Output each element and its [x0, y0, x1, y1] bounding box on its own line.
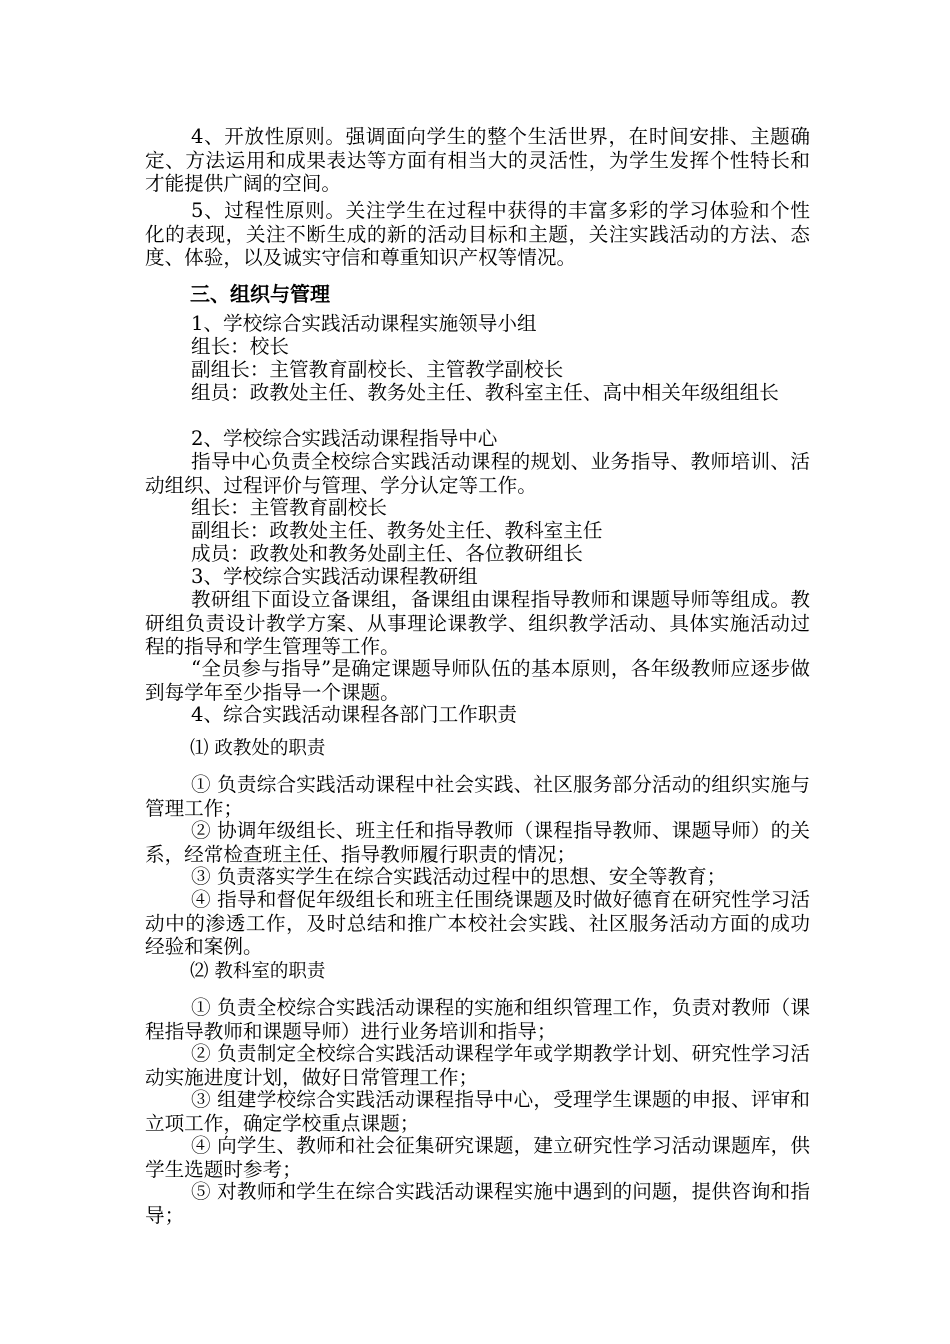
paragraph-center-leader: 组长：主管教育副校长 [191, 496, 387, 519]
paragraph-political-duty-4: ④ 指导和督促年级组长和班主任围绕课题及时做好德育在研究性学习活动中的渗透工作，及时总结和推广本校社会实践、社区服务活动方面的成功经验和案例。 [145, 888, 810, 958]
paragraph-leader: 组长：校长 [191, 335, 289, 358]
paragraph-process-principle: 5、过程性原则。关注学生在过程中获得的丰富多彩的学习体验和个性化的表现，关注不断生成的新的活动目标和主题，关注实践活动的方法、态度、体验，以及诚实守信和尊重知识产权等情况。 [145, 199, 810, 269]
paragraph-research-group-duty: 教研组下面设立备课组，备课组由课程指导教师和课题导师等组成。教研组负责设计教学方案、从事理论课教学、组织教学活动、具体实施活动过程的指导和学生管理等工作。 [145, 588, 810, 658]
paragraph-center-members: 成员：政教处和教务处副主任、各位教研组长 [191, 542, 583, 565]
section-heading-organization: 三、组织与管理 [190, 282, 330, 306]
paragraph-research-duty-5: ⑤ 对教师和学生在综合实践活动课程实施中遇到的问题，提供咨询和指导； [145, 1180, 810, 1227]
paragraph-department-duties-title: 4、综合实践活动课程各部门工作职责 [191, 703, 517, 726]
paragraph-guidance-center-title: 2、学校综合实践活动课程指导中心 [191, 427, 498, 450]
paragraph-political-duty-3: ③ 负责落实学生在综合实践活动过程中的思想、安全等教育； [191, 865, 727, 888]
paragraph-political-duty-1: ① 负责综合实践活动课程中社会实践、社区服务部分活动的组织实施与管理工作； [145, 773, 810, 820]
paragraph-research-duty-4: ④ 向学生、教师和社会征集研究课题，建立研究性学习活动课题库，供学生选题时参考； [145, 1134, 810, 1181]
paragraph-research-duty-1: ① 负责全校综合实践活动课程的实施和组织管理工作，负责对教师（课程指导教师和课题导师）进行业务培训和指导； [145, 996, 810, 1043]
paragraph-research-duty-2: ② 负责制定全校综合实践活动课程学年或学期教学计划、研究性学习活动实施进度计划，做好日常管理工作； [145, 1042, 810, 1089]
paragraph-guidance-center-duty: 指导中心负责全校综合实践活动课程的规划、业务指导、教师培训、活动组织、过程评价与管理、学分认定等工作。 [145, 450, 810, 497]
paragraph-leading-group-title: 1、学校综合实践活动课程实施领导小组 [191, 312, 537, 335]
paragraph-center-deputy: 副组长：政教处主任、教务处主任、教科室主任 [191, 519, 603, 542]
paragraph-deputy-leader: 副组长：主管教育副校长、主管教学副校长 [191, 358, 564, 381]
paragraph-research-duty-3: ③ 组建学校综合实践活动课程指导中心，受理学生课题的申报、评审和立项工作，确定学校重点课题； [145, 1088, 810, 1135]
paragraph-political-duty-2: ② 协调年级组长、班主任和指导教师（课程指导教师、课题导师）的关系，经常检查班主任、指导教师履行职责的情况； [145, 819, 810, 866]
subheading-political-office: ⑴ 政教处的职责 [190, 738, 326, 759]
subheading-research-office: ⑵ 教科室的职责 [190, 961, 326, 982]
paragraph-all-participate: “全员参与指导”是确定课题导师队伍的基本原则，各年级教师应逐步做到每学年至少指导一个课题。 [145, 657, 810, 704]
paragraph-openness-principle: 4、开放性原则。强调面向学生的整个生活世界，在时间安排、主题确定、方法运用和成果表达等方面有相当大的灵活性，为学生发挥个性特长和才能提供广阔的空间。 [145, 125, 810, 195]
paragraph-research-group-title: 3、学校综合实践活动课程教研组 [191, 565, 478, 588]
paragraph-members: 组员：政教处主任、教务处主任、教科室主任、高中相关年级组组长 [191, 381, 779, 404]
